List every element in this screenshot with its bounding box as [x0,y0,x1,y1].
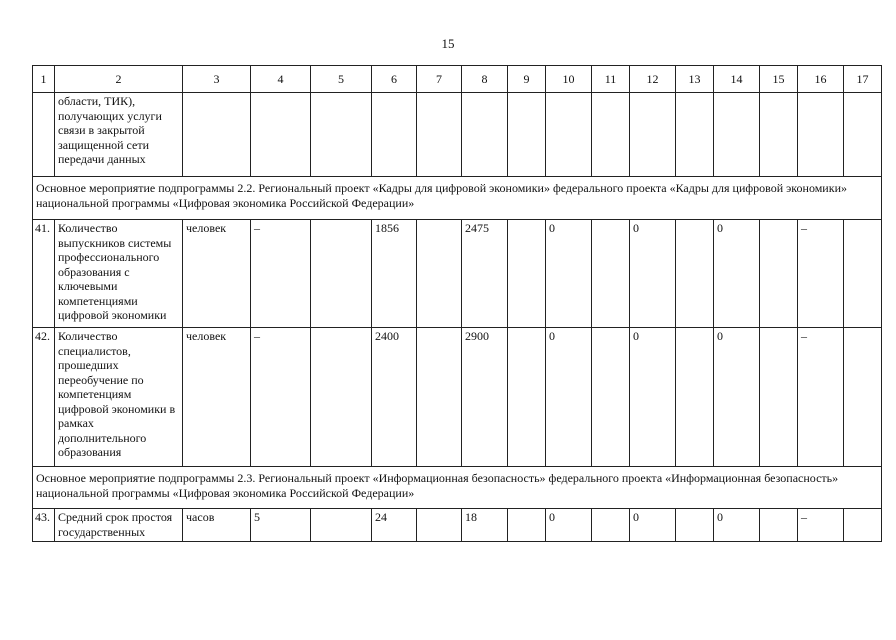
table-row-continued [33,93,882,177]
column-header: 2 [55,66,183,93]
value-cell [417,220,462,328]
table-row-42 [33,328,882,467]
unit-cell: человек [183,220,251,328]
column-header: 15 [760,66,798,93]
value-cell [417,509,462,542]
value-cell [592,220,630,328]
column-header: 1 [33,66,55,93]
value-cell [676,93,714,177]
value-cell: – [798,509,844,542]
column-header: 4 [251,66,311,93]
value-cell: 5 [251,509,311,542]
table-row-43 [33,509,882,542]
indicator-name-cell: Количество специалистов, прошедших переобучение по компетенциям цифровой экономики в рамках дополнительного образования [55,328,183,467]
value-cell [546,93,592,177]
value-cell [844,93,882,177]
value-cell: – [798,328,844,467]
value-cell [760,509,798,542]
value-cell [676,328,714,467]
value-cell [760,328,798,467]
value-cell: 0 [546,220,592,328]
value-cell [676,509,714,542]
value-cell [798,93,844,177]
unit-cell: часов [183,509,251,542]
section-row-2-3 [33,467,882,509]
section-title: Основное мероприятие подпрограммы 2.2. Региональный проект «Кадры для цифровой экономики» федерального проекта «Кадры для цифровой экономики» национальной программы «Цифровая экономика Российской Федерации» [33,177,882,220]
value-cell: 0 [714,328,760,467]
value-cell [508,328,546,467]
value-cell: 0 [630,220,676,328]
value-cell: 0 [714,220,760,328]
value-cell [714,93,760,177]
value-cell [592,509,630,542]
column-header: 5 [311,66,372,93]
value-cell: 2900 [462,328,508,467]
column-header: 16 [798,66,844,93]
value-cell [592,328,630,467]
value-cell: 0 [546,509,592,542]
page-number: 15 [441,36,455,51]
value-cell [592,93,630,177]
value-cell: 0 [630,328,676,467]
value-cell [417,328,462,467]
value-cell: 0 [714,509,760,542]
value-cell: 18 [462,509,508,542]
value-cell [311,93,372,177]
column-header: 14 [714,66,760,93]
value-cell [676,220,714,328]
value-cell: 0 [546,328,592,467]
row-number-cell: 42. [33,328,55,467]
value-cell [372,93,417,177]
unit-cell: человек [183,328,251,467]
column-header-row [33,66,882,93]
value-cell [311,220,372,328]
indicator-name-cell: области, ТИК), получающих услуги связи в закрытой защищенной сети передачи данных [55,93,183,177]
value-cell: – [251,328,311,467]
table-row-41 [33,220,882,328]
column-header: 9 [508,66,546,93]
value-cell [760,93,798,177]
row-number-cell: 43. [33,509,55,542]
value-cell: – [251,220,311,328]
column-header: 3 [183,66,251,93]
column-header: 6 [372,66,417,93]
indicator-name-cell: Количество выпускников системы профессионального образования с ключевыми компетенциями цифровой экономики [55,220,183,328]
section-row-2-2 [33,177,882,220]
value-cell [508,93,546,177]
value-cell [844,220,882,328]
value-cell [760,220,798,328]
value-cell [251,93,311,177]
value-cell [844,509,882,542]
value-cell [462,93,508,177]
column-header: 8 [462,66,508,93]
column-header: 10 [546,66,592,93]
value-cell [844,328,882,467]
value-cell: 2400 [372,328,417,467]
column-header: 13 [676,66,714,93]
value-cell: 24 [372,509,417,542]
value-cell [508,509,546,542]
value-cell [508,220,546,328]
value-cell [417,93,462,177]
value-cell: – [798,220,844,328]
column-header: 11 [592,66,630,93]
unit-cell [183,93,251,177]
indicators-table [32,65,882,542]
value-cell: 0 [630,509,676,542]
column-header: 17 [844,66,882,93]
indicator-name-cell: Средний срок простоя государственных [55,509,183,542]
row-number-cell [33,93,55,177]
column-header: 7 [417,66,462,93]
value-cell: 2475 [462,220,508,328]
column-header: 12 [630,66,676,93]
row-number-cell: 41. [33,220,55,328]
section-title: Основное мероприятие подпрограммы 2.3. Региональный проект «Информационная безопасность» федерального проекта «Информационная безопасность» национальной программы «Цифровая экономика Российской Федерации» [33,467,882,509]
value-cell [630,93,676,177]
value-cell: 1856 [372,220,417,328]
value-cell [311,328,372,467]
value-cell [311,509,372,542]
